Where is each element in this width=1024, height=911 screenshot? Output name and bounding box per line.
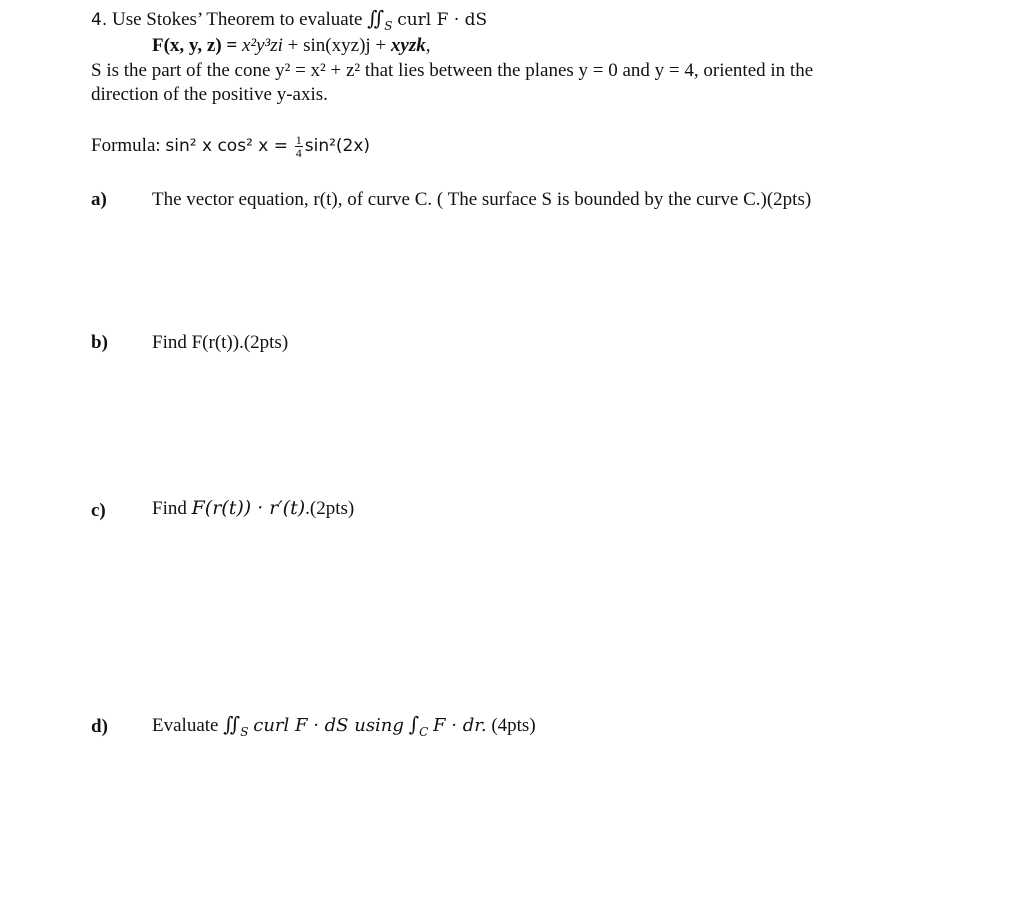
fraction-denominator: 4 xyxy=(295,146,302,160)
field-term3: xyzk xyxy=(390,35,426,56)
part-b-label: b) xyxy=(91,332,108,353)
part-d-prefix: Evaluate xyxy=(152,715,219,736)
part-d-label: d) xyxy=(91,716,108,737)
field-term2: + sin(xyz)j + xyxy=(282,35,391,56)
integral-subscript: S xyxy=(384,19,393,33)
part-c-label: c) xyxy=(91,500,106,521)
part-d-text xyxy=(152,714,536,738)
formula-rhs: sin²(2x) xyxy=(304,135,371,156)
part-a-label: a) xyxy=(91,189,107,210)
part-c-math: F(r(t)) · r′(t) xyxy=(191,497,306,519)
part-d-math1: curl F · dS using xyxy=(253,715,404,736)
surface-orientation: direction of the positive y-axis. xyxy=(91,84,328,105)
part-c-text xyxy=(152,499,354,518)
part-d-double-integral: ∬ xyxy=(223,712,241,736)
problem-number: 4. xyxy=(91,10,108,30)
problem-statement xyxy=(91,8,487,32)
field-term1: x²y³zi xyxy=(241,35,283,56)
field-lhs: F(x, y, z) = xyxy=(152,35,242,56)
problem-intro: Use Stokes’ Theorem to evaluate xyxy=(111,9,363,30)
formula-lhs: sin² x cos² x = xyxy=(165,135,288,156)
surface-description: S is the part of the cone y² = x² + z² that lies between the planes y = 0 and y = 4, oriented in the xyxy=(91,60,814,81)
integrand: curl F · dS xyxy=(397,10,488,30)
field-comma: , xyxy=(425,35,431,56)
part-c-prefix: Find xyxy=(152,498,187,519)
fraction-one-quarter xyxy=(295,134,303,159)
part-d-math2: F · dr. xyxy=(433,715,487,736)
vector-field xyxy=(152,36,430,55)
formula xyxy=(91,134,370,159)
part-d-sub-s: S xyxy=(240,725,249,739)
part-c-suffix: .(2pts) xyxy=(305,498,355,519)
part-d-suffix: (4pts) xyxy=(491,715,536,736)
part-d-sub-c: C xyxy=(419,725,429,739)
formula-label: Formula: xyxy=(91,134,161,156)
part-a-text: The vector equation, r(t), of curve C. ( The surface S is bounded by the curve C.)(2pts) xyxy=(152,189,812,210)
fraction-numerator: 1 xyxy=(295,133,302,147)
part-d-line-integral: ∫ xyxy=(408,712,420,736)
double-integral-symbol: ∬ xyxy=(367,6,385,30)
part-b-text: Find F(r(t)).(2pts) xyxy=(152,332,289,353)
